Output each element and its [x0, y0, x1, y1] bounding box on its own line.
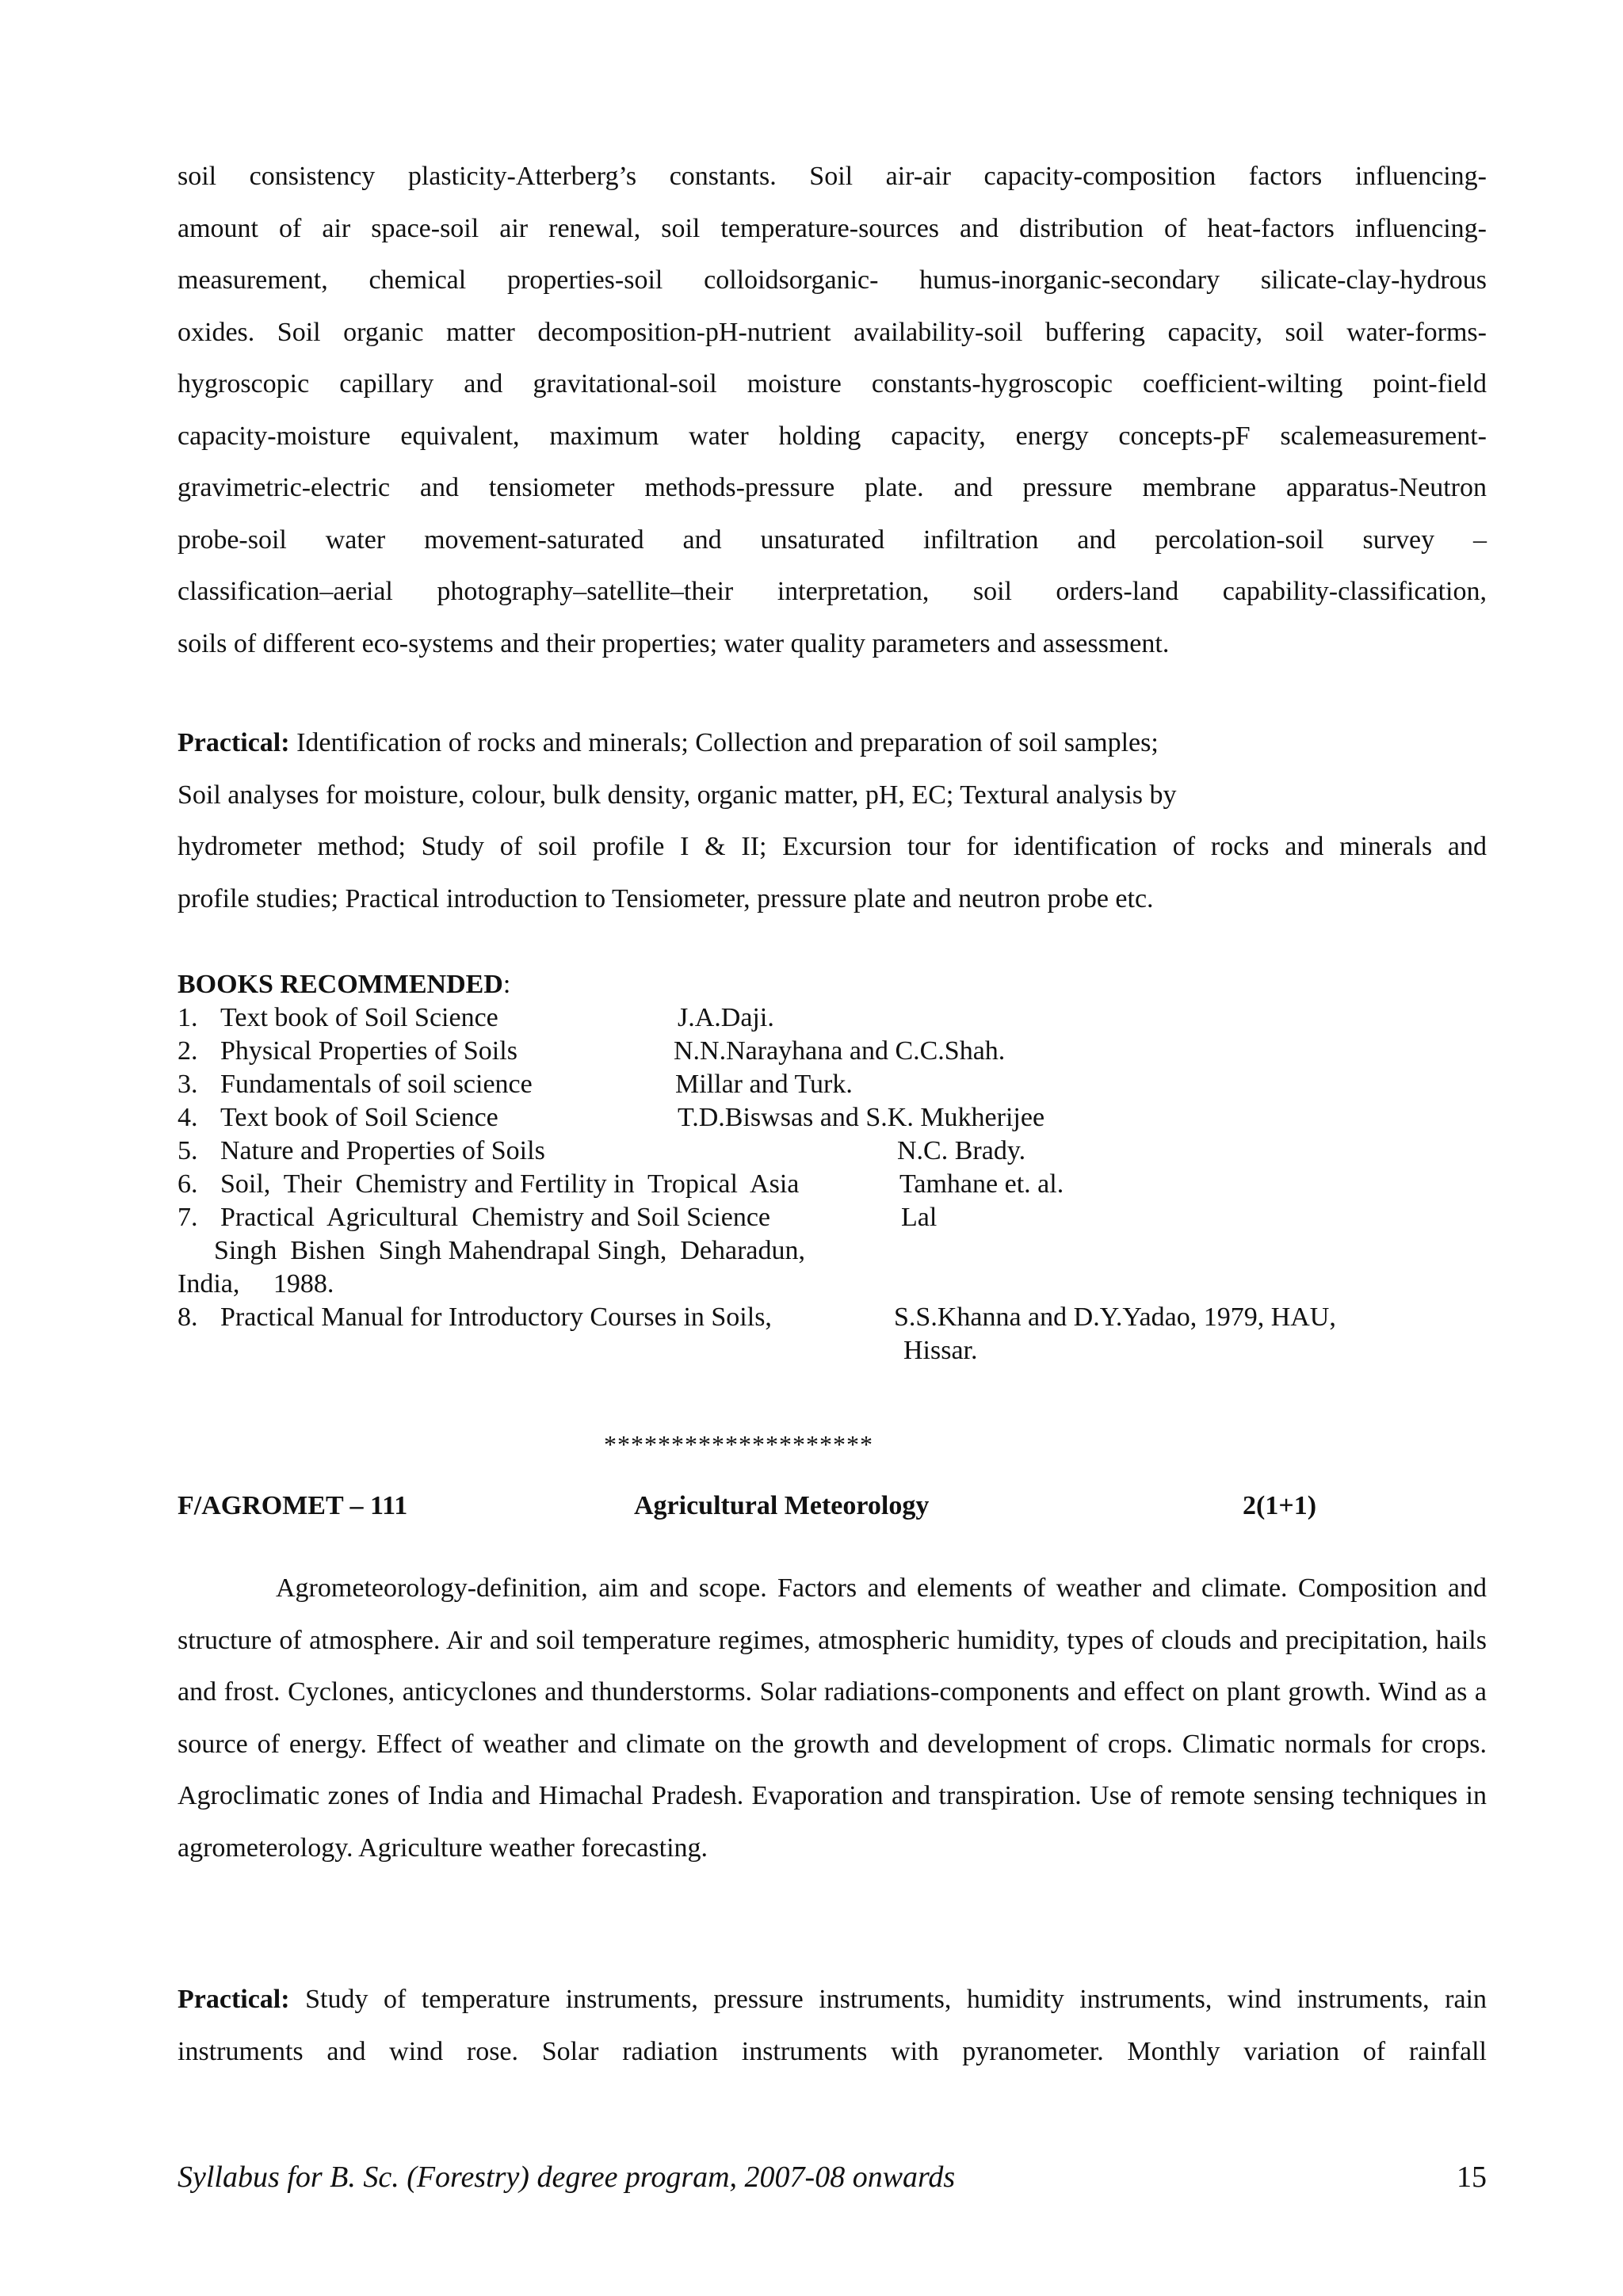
book-author: J.A.Daji. [678, 1003, 774, 1032]
practical-label: Practical: [178, 1985, 290, 2014]
course-code: F/AGROMET – 111 [178, 1491, 408, 1520]
book-number: 1. [178, 1003, 198, 1032]
practical-soil-section [178, 717, 1487, 925]
book-title: Practical Manual for Introductory Courses in Soils, [220, 1302, 772, 1332]
paragraph-line: hygroscopic capillary and gravitational-soil moisture constants-hygroscopic coefficient-wilting point-field [178, 369, 1487, 399]
paragraph-line: soil consistency plasticity-Atterberg’s constants. Soil air-air capacity-composition factors influencing- [178, 162, 1487, 191]
practical-text: Identification of rocks and minerals; Collection and preparation of soil samples; [296, 728, 1159, 757]
books-heading: BOOKS RECOMMENDED: [178, 970, 511, 999]
book-author: Millar and Turk. [675, 1070, 853, 1099]
course-credits: 2(1+1) [1243, 1491, 1317, 1520]
practical-text: profile studies; Practical introduction to Tensiometer, pressure plate and neutron probe etc. [178, 883, 1154, 913]
paragraph-line: classification–aerial photography–satellite–their interpretation, soil orders-land capability-classification, [178, 577, 1487, 606]
book-number: 3. [178, 1070, 198, 1099]
book-number: 7. [178, 1203, 198, 1232]
practical-text: Study of temperature instruments, pressure instruments, humidity instruments, wind instruments, rain instruments and wind rose. Solar radiation instruments with pyranometer. Monthly variation of rainfall [178, 1985, 1487, 2066]
practical-agromet-section [178, 1974, 1487, 2077]
section-separator: ******************** [604, 1430, 873, 1459]
book-title: Nature and Properties of Soils [220, 1136, 545, 1165]
book-number: 8. [178, 1302, 198, 1332]
book-author: S.S.Khanna and D.Y.Yadao, 1979, HAU, [894, 1302, 1336, 1332]
book-title: Fundamentals of soil science [220, 1070, 533, 1099]
book-number: 4. [178, 1103, 198, 1132]
book-title: Practical Agricultural Chemistry and Soil Science [220, 1203, 770, 1232]
soil-science-paragraph [178, 151, 1487, 669]
book-title: Physical Properties of Soils [220, 1036, 517, 1066]
book-author: Tamhane et. al. [899, 1169, 1064, 1199]
book-author: T.D.Biswsas and S.K. Mukherijee [678, 1103, 1045, 1132]
practical-text: Soil analyses for moisture, colour, bulk density, organic matter, pH, EC; Textural analysis by [178, 780, 1177, 810]
book-author: N.C. Brady. [897, 1136, 1026, 1165]
paragraph-line: soils of different eco-systems and their properties; water quality parameters and assessment. [178, 628, 1170, 658]
paragraph-line: capacity-moisture equivalent, maximum water holding capacity, energy concepts-pF scalemeasurement- [178, 421, 1487, 451]
page-number: 15 [1457, 2161, 1487, 2194]
book-number: 5. [178, 1136, 198, 1165]
book-title: Text book of Soil Science [220, 1003, 498, 1032]
book-number: 6. [178, 1169, 198, 1199]
practical-text: hydrometer method; Study of soil profile I & II; Excursion tour for identification of rocks and minerals and [178, 832, 1487, 861]
paragraph-line: oxides. Soil organic matter decomposition-pH-nutrient availability-soil buffering capacity, soil water-forms- [178, 317, 1487, 347]
practical-label: Practical: [178, 728, 290, 757]
paragraph-line: gravimetric-electric and tensiometer methods-pressure plate. and pressure membrane apparatus-Neutron [178, 473, 1487, 502]
paragraph-line: measurement, chemical properties-soil colloidsorganic- humus-inorganic-secondary silicate-clay-hydrous [178, 265, 1487, 295]
book-author-continued: Hissar. [903, 1336, 978, 1365]
footer-title: Syllabus for B. Sc. (Forestry) degree program, 2007-08 onwards [178, 2161, 956, 2194]
book-number: 2. [178, 1036, 198, 1066]
course-description: Agrometeorology-definition, aim and scope. Factors and elements of weather and climate. Composition and structure of atmosphere. Air and soil temperature regimes, atmospheric humidity, types of clouds and precipitation, hails and frost. Cyclones, anticyclones and thunderstorms. Solar radiations-components and effect on plant growth. Wind as a source of energy. Effect of weather and climate on the growth and development of crops. Climatic normals for crops. Agroclimatic zones of India and Himachal Pradesh. Evaporation and transpiration. Use of remote sensing techniques in agrometerology. Agriculture weather forecasting. [178, 1573, 1487, 1863]
course-title: Agricultural Meteorology [634, 1491, 930, 1520]
paragraph-line: amount of air space-soil air renewal, soil temperature-sources and distribution of heat-factors influencing- [178, 213, 1487, 243]
paragraph-line: probe-soil water movement-saturated and unsaturated infiltration and percolation-soil survey – [178, 524, 1487, 555]
book-title-continued: Singh Bishen Singh Mahendrapal Singh, Deharadun, [214, 1236, 806, 1265]
book-title: Text book of Soil Science [220, 1103, 498, 1132]
book-title: Soil, Their Chemistry and Fertility in Tropical Asia [220, 1169, 800, 1199]
book-title-continued: India, 1988. [178, 1269, 334, 1299]
book-author: N.N.Narayhana and C.C.Shah. [674, 1036, 1006, 1066]
book-author: Lal [901, 1203, 938, 1232]
